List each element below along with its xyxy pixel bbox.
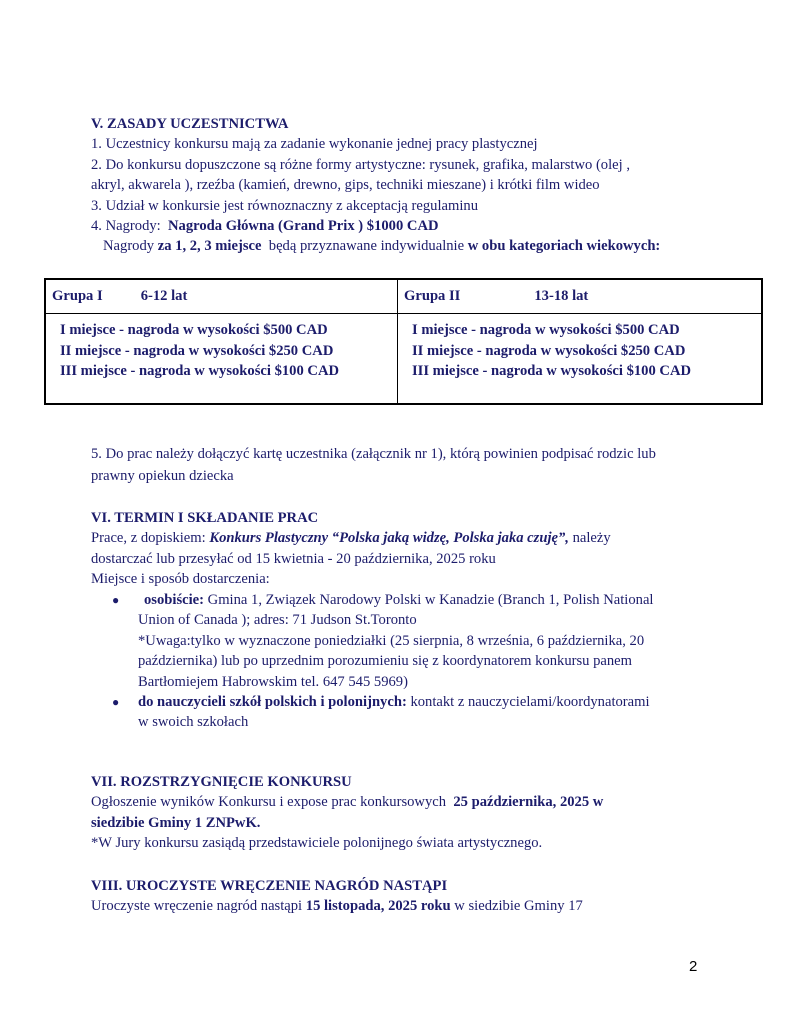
ceremony-suffix: w siedzibie Gminy 17 — [450, 898, 583, 915]
bullet-icon: ● — [112, 593, 120, 607]
group-1-age: 6-12 lat — [140, 288, 188, 304]
bullet-1-line-4: października) lub po uprzednim porozumieniu się z koordynatorem konkursu panem — [138, 653, 633, 670]
awards-categories: w obu kategoriach wiekowych: — [467, 238, 661, 255]
section-ceremony — [91, 876, 731, 917]
group-2-prize-2: II miejsce - nagroda w wysokości $250 CAD — [412, 342, 686, 359]
rule-3: 3. Udział w konkursie jest równoznaczny z akceptacją regulaminu — [91, 197, 478, 214]
rule-1: 1. Uczestnicy konkursu mają za zadanie wykonanie jednej pracy plastycznej — [91, 136, 538, 153]
group-1-prize-3: III miejsce - nagroda w wysokości $100 CAD — [60, 363, 340, 380]
rule-5-line-2: prawny opiekun dziecka — [91, 468, 234, 485]
rule-4-awards — [91, 236, 731, 256]
rule-5-line-1: 5. Do prac należy dołączyć kartę uczestnika (załącznik nr 1), którą powinien podpisać rodzic lub — [91, 446, 656, 462]
table-row — [45, 314, 762, 405]
submission-prefix: Prace, z dopiskiem: — [91, 530, 210, 547]
section-results — [91, 772, 731, 854]
awards-places: za 1, 2, 3 miejsce — [157, 238, 262, 255]
group-2-prizes — [398, 314, 763, 405]
submission-line-2: dostarczać lub przesyłać od 15 kwietnia - 20 października, 2025 roku — [91, 550, 496, 567]
submission-suffix: należy — [568, 530, 611, 547]
ceremony-date: 15 listopada, 2025 roku — [305, 898, 451, 915]
rule-5 — [91, 444, 731, 487]
page-number: 2 — [689, 958, 698, 975]
section-heading: VII. ROZSTRZYGNIĘCIE KONKURSU — [91, 774, 352, 790]
ceremony-line — [91, 896, 731, 916]
list-item — [112, 692, 722, 733]
bullet-1-line-5: Bartłomiejem Habrowskim tel. 647 545 5969) — [138, 673, 408, 690]
delivery-list — [112, 590, 722, 733]
table-header-row — [45, 279, 762, 314]
section-heading: VIII. UROCZYSTE WRĘCZENIE NAGRÓD NASTĄPI — [91, 878, 448, 894]
group-2-age: 13-18 lat — [534, 288, 589, 304]
bullet-2-line-2: w swoich szkołach — [138, 714, 249, 731]
contest-title: Konkurs Plastyczny “Polska jaką widzę, Polska jaka czuję”, — [209, 530, 569, 547]
bullet-2-line-1: kontakt z nauczycielami/koordynatorami — [406, 693, 650, 710]
bullet-1-line-2: Union of Canada ); adres: 71 Judson St.Toronto — [138, 612, 417, 629]
results-date: 25 października, 2025 w — [453, 794, 604, 811]
group-2-prize-1: I miejsce - nagroda w wysokości $500 CAD — [412, 322, 680, 338]
delivery-intro: Miejsce i sposób dostarczenia: — [91, 571, 270, 588]
ceremony-prefix: Uroczyste wręczenie nagród nastąpi — [91, 898, 306, 915]
group-1-header — [45, 279, 398, 314]
awards-text-1: Nagrody — [103, 238, 158, 255]
section-submission — [91, 508, 731, 590]
group-2-prize-3: III miejsce - nagroda w wysokości $100 CAD — [412, 363, 692, 380]
rule-2-line-1: 2. Do konkursu dopuszczone są różne formy artystyczne: rysunek, grafika, malarstwo (olej , — [91, 156, 630, 173]
group-2-header — [398, 279, 763, 314]
grand-prix-text: Nagroda Główna (Grand Prix ) $1000 CAD — [168, 217, 439, 234]
section-participation-rules — [91, 114, 731, 257]
results-prefix: Ogłoszenie wyników Konkursu i expose prac konkursowych — [91, 794, 454, 811]
bullet-icon: ● — [112, 694, 120, 709]
group-1-name: Grupa I — [52, 288, 103, 304]
rule-4-prefix: 4. Nagrody: — [91, 217, 169, 234]
bullet-1-label: osobiście: — [144, 592, 204, 608]
bullet-1-line-3: *Uwaga:tylko w wyznaczone poniedziałki (25 sierpnia, 8 września, 6 października, 20 — [138, 632, 645, 649]
submission-line-1 — [91, 528, 731, 548]
results-line-2: siedzibie Gminy 1 ZNPwK. — [91, 814, 261, 831]
list-item — [112, 590, 722, 692]
prize-table — [44, 278, 763, 405]
jury-note: *W Jury konkursu zasiądą przedstawiciele polonijnego świata artystycznego. — [91, 835, 543, 852]
rule-4 — [91, 216, 731, 236]
group-1-prizes — [45, 314, 398, 405]
results-line-1 — [91, 792, 731, 812]
group-2-name: Grupa II — [404, 288, 461, 304]
bullet-2-label: do nauczycieli szkół polskich i polonijnych: — [138, 693, 407, 710]
group-1-prize-1: I miejsce - nagroda w wysokości $500 CAD — [60, 322, 328, 338]
section-heading: V. ZASADY UCZESTNICTWA — [91, 116, 289, 132]
group-1-prize-2: II miejsce - nagroda w wysokości $250 CAD — [60, 342, 334, 359]
awards-text-2: będą przyznawane indywidualnie — [261, 238, 468, 255]
section-heading: VI. TERMIN I SKŁADANIE PRAC — [91, 510, 319, 526]
rule-2-line-2: akryl, akwarela ), rzeźba (kamień, drewno, gips, techniki mieszane) i krótki film wideo — [91, 177, 600, 194]
bullet-1-line-1: Gmina 1, Związek Narodowy Polski w Kanadzie (Branch 1, Polish National — [204, 592, 654, 608]
